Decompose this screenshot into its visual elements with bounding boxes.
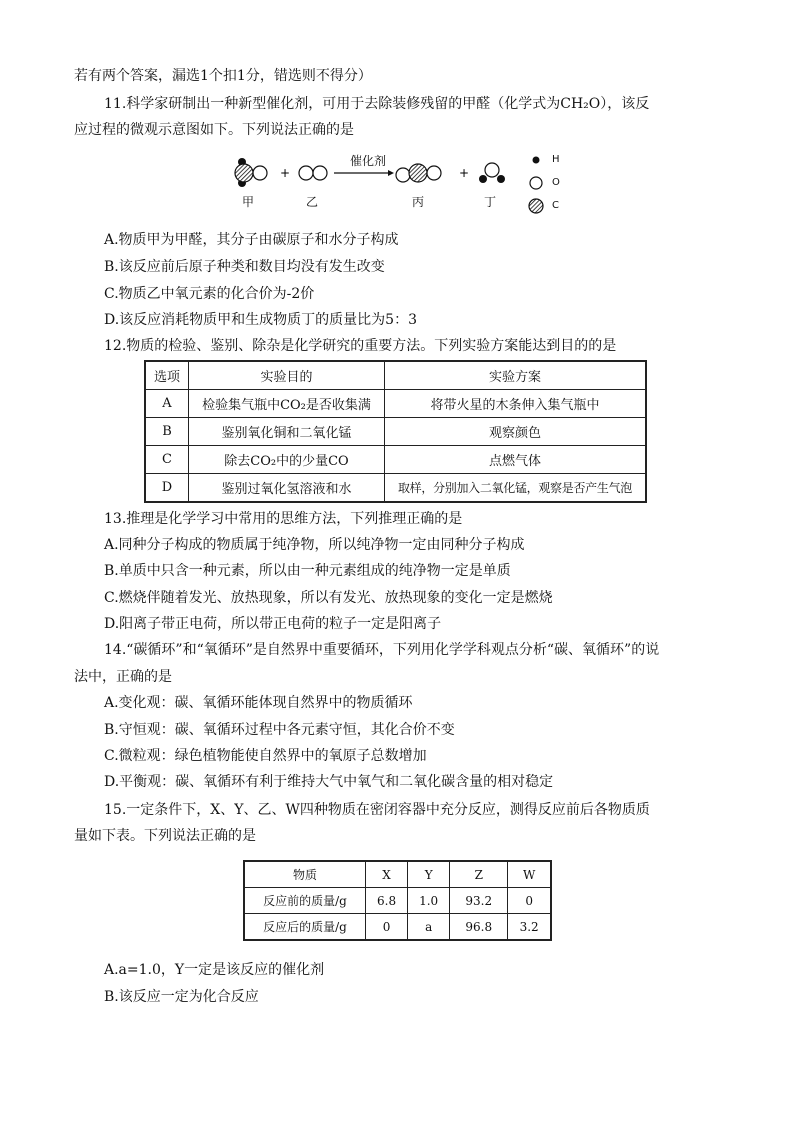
plus-sign-2: +	[459, 166, 470, 180]
q14-stem-line1: 14.“碳循环”和“氧循环”是自然界中重要循环，下列用化学学科观点分析“碳、氧循环”的说	[104, 642, 660, 658]
table-header-cell: W	[508, 861, 551, 888]
legend-o-label: O	[552, 177, 560, 188]
h-atom	[497, 175, 505, 183]
q11-option-c: C.物质乙中氧元素的化合价为-2价	[104, 286, 315, 302]
table-cell: 观察颜色	[385, 418, 647, 446]
table-header-row	[244, 861, 551, 888]
o-atom	[427, 166, 441, 180]
q11-stem-line1: 11.科学家研制出一种新型催化剂，可用于去除装修残留的甲醛（化学式为CH₂O），该反	[104, 96, 650, 112]
table-cell: C	[145, 446, 189, 474]
table-header-cell: 选项	[145, 361, 189, 390]
table-header-row	[145, 361, 646, 390]
table-cell: D	[145, 474, 189, 503]
table-row	[145, 446, 646, 474]
q14-option-c: C.微粒观：绿色植物能使自然界中的氧原子总数增加	[104, 748, 427, 764]
table-cell: A	[145, 390, 189, 418]
legend-c-label: C	[552, 200, 559, 211]
table-header-cell: 实验方案	[385, 361, 647, 390]
catalyst-label: 催化剂	[350, 154, 387, 168]
table-cell: 鉴别过氧化氢溶液和水	[189, 474, 385, 503]
c-atom	[409, 164, 427, 182]
table-cell: 将带火星的木条伸入集气瓶中	[385, 390, 647, 418]
o-atom	[313, 166, 327, 180]
table-cell: 0	[366, 914, 408, 941]
q15-option-b: B.该反应一定为化合反应	[104, 989, 259, 1005]
table-header-cell: 实验目的	[189, 361, 385, 390]
arrow-head	[388, 170, 394, 176]
table-cell: 6.8	[366, 888, 408, 914]
table-cell: 反应后的质量/g	[244, 914, 366, 941]
q11-reaction-diagram	[222, 152, 582, 216]
o-atom	[253, 166, 267, 180]
atom-legend	[529, 157, 543, 214]
table-cell: 1.0	[408, 888, 450, 914]
table-cell: 取样，分别加入二氧化锰，观察是否产生气泡	[385, 474, 647, 503]
q15-option-a: A.a=1.0，Y一定是该反应的催化剂	[104, 962, 325, 978]
q12-stem: 12.物质的检验、鉴别、除杂是化学研究的重要方法。下列实验方案能达到目的的是	[104, 338, 617, 354]
table-cell: 点燃气体	[385, 446, 647, 474]
intro-line: 若有两个答案，漏选1个扣1分，错选则不得分）	[74, 68, 372, 84]
q13-option-b: B.单质中只含一种元素，所以由一种元素组成的纯净物一定是单质	[104, 563, 511, 579]
q13-option-a: A.同种分子构成的物质属于纯净物，所以纯净物一定由同种分子构成	[104, 537, 525, 553]
table-row	[145, 390, 646, 418]
molecule-ding	[479, 163, 505, 183]
c-atom	[235, 164, 253, 182]
table-cell: 反应前的质量/g	[244, 888, 366, 914]
label-yi: 乙	[306, 195, 319, 209]
table-cell: 96.8	[450, 914, 508, 941]
table-header-cell: Z	[450, 861, 508, 888]
molecule-bing	[396, 164, 441, 182]
table-cell: 鉴别氧化铜和二氧化锰	[189, 418, 385, 446]
o-atom	[485, 163, 499, 177]
o-atom	[299, 166, 313, 180]
q14-option-d: D.平衡观：碳、氧循环有利于维持大气中氧气和二氧化碳含量的相对稳定	[104, 774, 554, 790]
molecule-jia	[235, 158, 267, 187]
table-cell: 0	[508, 888, 551, 914]
table-cell: 检验集气瓶中CO₂是否收集满	[189, 390, 385, 418]
label-ding: 丁	[484, 195, 497, 209]
table-cell: a	[408, 914, 450, 941]
table-row	[244, 914, 551, 941]
table-row	[145, 474, 646, 503]
q15-stem-line2: 量如下表。下列说法正确的是	[74, 828, 256, 844]
q13-option-c: C.燃烧伴随着发光、放热现象，所以有发光、放热现象的变化一定是燃烧	[104, 590, 553, 606]
table-header-cell: X	[366, 861, 408, 888]
table-row	[244, 888, 551, 914]
plus-sign-1: +	[280, 166, 291, 180]
q12-table	[144, 360, 647, 503]
reaction-diagram-svg	[222, 152, 582, 216]
q13-stem: 13.推理是化学学习中常用的思维方法，下列推理正确的是	[104, 511, 463, 527]
table-cell: 3.2	[508, 914, 551, 941]
h-atom	[479, 175, 487, 183]
table-cell: 93.2	[450, 888, 508, 914]
q13-option-d: D.阳离子带正电荷，所以带正电荷的粒子一定是阳离子	[104, 616, 442, 632]
q14-option-b: B.守恒观：碳、氧循环过程中各元素守恒，其化合价不变	[104, 722, 455, 738]
label-jia: 甲	[242, 195, 255, 209]
q11-option-b: B.该反应前后原子种类和数目均没有发生改变	[104, 259, 385, 275]
q14-option-a: A.变化观：碳、氧循环能体现自然界中的物质循环	[104, 695, 413, 711]
legend-c-icon	[529, 199, 543, 213]
q11-option-d: D.该反应消耗物质甲和生成物质丁的质量比为5：3	[104, 312, 417, 328]
q15-stem-line1: 15.一定条件下，X、Y、乙、W四种物质在密闭容器中充分反应，测得反应前后各物质质	[104, 802, 650, 818]
q14-stem-line2: 法中，正确的是	[74, 669, 172, 685]
q11-option-a: A.物质甲为甲醛，其分子由碳原子和水分子构成	[104, 232, 399, 248]
table-cell: 除去CO₂中的少量CO	[189, 446, 385, 474]
q15-table	[243, 860, 552, 941]
q11-stem-line2: 应过程的微观示意图如下。下列说法正确的是	[74, 122, 354, 138]
table-row	[145, 418, 646, 446]
label-bing: 丙	[412, 195, 425, 209]
o-atom	[396, 168, 410, 182]
molecule-yi	[299, 166, 327, 180]
table-cell: B	[145, 418, 189, 446]
table-header-cell: 物质	[244, 861, 366, 888]
table-header-cell: Y	[408, 861, 450, 888]
legend-o-icon	[530, 177, 542, 189]
legend-h-icon	[533, 157, 540, 164]
legend-h-label: H	[552, 154, 560, 165]
